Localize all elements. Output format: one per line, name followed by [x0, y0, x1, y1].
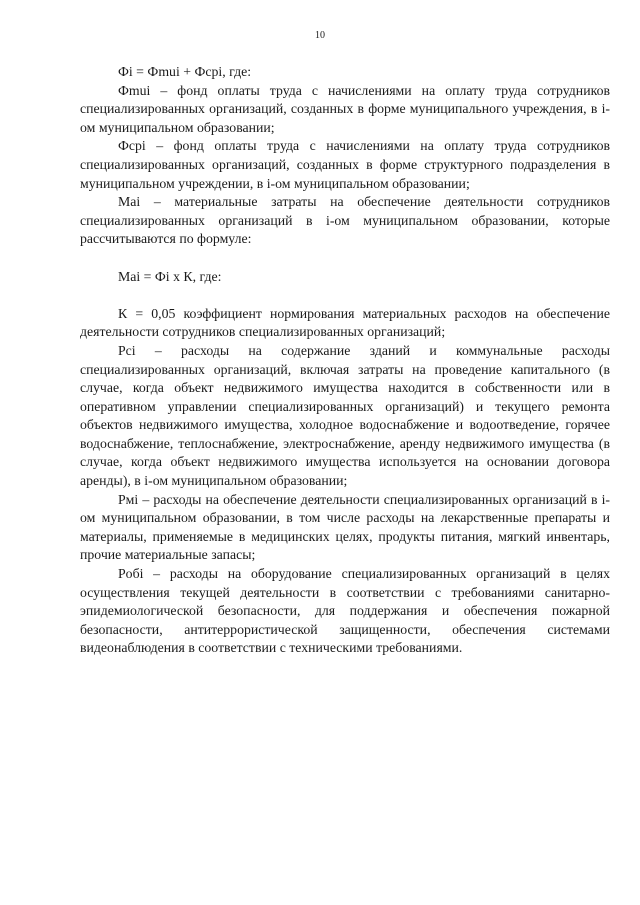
paragraph-gap	[80, 286, 610, 305]
definition-fcpi: Фcpi – фонд оплаты труда с начислениями на оплату труда сотрудников специализированных организаций, созданных в форме структурного подразделения в муниципальном учреждении, в i-ом муниципальном образовании;	[80, 138, 610, 191]
definition-k: К = 0,05 коэффициент нормирования материальных расходов на обеспечение деятельности сотрудников специализированных организаций;	[80, 305, 610, 340]
formula-fi: Фi = Фmui + Фcpi, где:	[118, 64, 252, 79]
definition-fmui: Фmui – фонд оплаты труда с начислениями на оплату труда сотрудников специализированных организаций, созданных в форме муниципального учреждения, в i-ом муниципальном образовании;	[80, 82, 610, 135]
page-number: 10	[315, 30, 325, 41]
definition-pmi: Pмi – расходы на обеспечение деятельности специализированных организаций в i-ом муниципальном образовании, в том числе расходы на лекарственные препараты и материалы, применяемые в медицинских целях, продукты питания, мягкий инвентарь, прочие материальные запасы;	[80, 491, 610, 563]
definition-pci: Pci – расходы на содержание зданий и коммунальные расходы специализированных организаций, включая затраты на проведение капитального (в случае, когда объект недвижимого имущества находится в собственности или в оперативном управлении специализированных организаций) и текущего ремонта объектов недвижимого имущества, холодное водоснабжение и водоотведение, горячее водоснабжение, теплоснабжение, электроснабжение, аренду недвижимого имущества (в случае, когда объект недвижимого имущества используется на основании договора аренды), в i-ом муниципальном образовании;	[80, 342, 610, 489]
paragraph-gap	[80, 249, 610, 268]
document-body	[80, 63, 610, 658]
definition-mai: Mai – материальные затраты на обеспечение деятельности сотрудников специализированных организаций в i-ом муниципальном образовании, которые рассчитываются по формуле:	[80, 194, 610, 247]
formula-mai: Mai = Фi x К, где:	[118, 268, 222, 284]
definition-pobi: Poбi – расходы на оборудование специализированных организаций в целях осуществления текущей деятельности в соответствии с требованиями санитарно-эпидемиологической безопасности, для поддержания и обеспечения пожарной безопасности, антитеррористической защищенности, обеспечения системами видеонаблюдения в соответствии с техническими требованиями.	[80, 566, 610, 656]
